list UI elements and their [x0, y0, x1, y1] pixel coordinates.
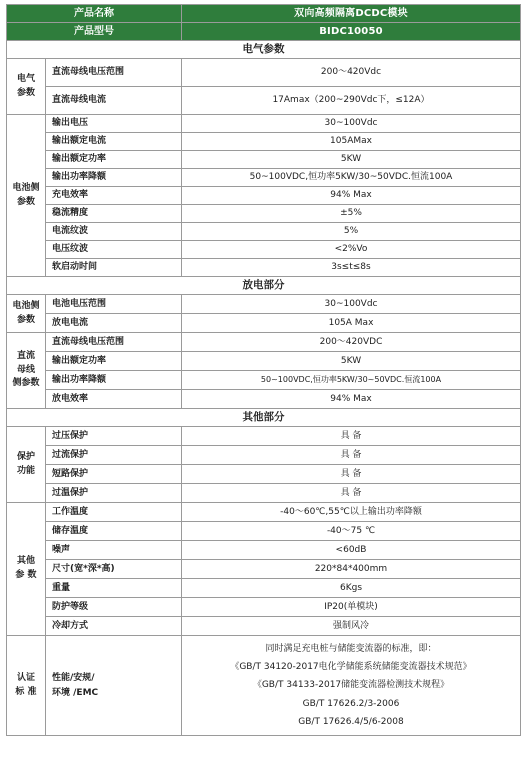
- table-row: [7, 560, 521, 579]
- section-electrical: [7, 41, 521, 59]
- table-row: [7, 223, 521, 241]
- section-title: 放电部分: [7, 277, 521, 295]
- table-row: [7, 115, 521, 133]
- param-value: 105A Max: [182, 314, 521, 333]
- table-row: [7, 598, 521, 617]
- group-label: 其他 参 数: [7, 503, 46, 636]
- param-label: 输出额定电流: [46, 133, 182, 151]
- group-label: 电池侧 参数: [7, 115, 46, 277]
- table-row: [7, 352, 521, 371]
- product-name-value: 双向高频隔离DCDC模块: [182, 5, 521, 23]
- section-title: 其他部分: [7, 409, 521, 427]
- section-discharge: [7, 277, 521, 295]
- table-row: [7, 187, 521, 205]
- param-value: 200～420Vdc: [182, 59, 521, 87]
- table-row: [7, 333, 521, 352]
- cert-lines: [182, 636, 521, 736]
- param-value: 94% Max: [182, 187, 521, 205]
- product-model-row: [7, 23, 521, 41]
- spec-sheet: [6, 4, 520, 736]
- param-value: 具 备: [182, 427, 521, 446]
- param-label: 储存温度: [46, 522, 182, 541]
- param-label: 直流母线电流: [46, 87, 182, 115]
- product-model-label: 产品型号: [7, 23, 182, 41]
- table-row: [7, 133, 521, 151]
- product-model-value: BIDC10050: [182, 23, 521, 41]
- param-value: -40～75 ℃: [182, 522, 521, 541]
- param-value: 30~100Vdc: [182, 115, 521, 133]
- param-label: 输出电压: [46, 115, 182, 133]
- table-row: [7, 503, 521, 522]
- group-label: 保护 功能: [7, 427, 46, 503]
- param-label: 冷却方式: [46, 617, 182, 636]
- param-value: 200～420VDC: [182, 333, 521, 352]
- cert-row: [7, 636, 521, 736]
- param-value: <2%Vo: [182, 241, 521, 259]
- table-row: [7, 371, 521, 390]
- param-value: 强制风冷: [182, 617, 521, 636]
- table-row: [7, 314, 521, 333]
- table-row: [7, 205, 521, 223]
- table-row: [7, 484, 521, 503]
- spec-table: [6, 4, 521, 736]
- param-label: 重量: [46, 579, 182, 598]
- param-value: 3s≤t≤8s: [182, 259, 521, 277]
- param-label: 放电效率: [46, 390, 182, 409]
- param-value: ±5%: [182, 205, 521, 223]
- param-value: 具 备: [182, 465, 521, 484]
- param-value: 5%: [182, 223, 521, 241]
- table-row: [7, 541, 521, 560]
- group-label: 电气 参数: [7, 59, 46, 115]
- param-value: 50~100VDC,恒功率5KW/30~50VDC.恒流100A: [182, 169, 521, 187]
- table-row: [7, 446, 521, 465]
- param-value: 94% Max: [182, 390, 521, 409]
- param-label: 防护等级: [46, 598, 182, 617]
- param-value: -40～60℃,55℃以上输出功率降额: [182, 503, 521, 522]
- table-row: [7, 522, 521, 541]
- param-label: 短路保护: [46, 465, 182, 484]
- table-row: [7, 579, 521, 598]
- param-label: 过压保护: [46, 427, 182, 446]
- param-value: 5KW: [182, 352, 521, 371]
- param-label: 电压纹波: [46, 241, 182, 259]
- param-value: 220*84*400mm: [182, 560, 521, 579]
- param-value: 30~100Vdc: [182, 295, 521, 314]
- param-label: 输出功率降额: [46, 169, 182, 187]
- param-label: 过温保护: [46, 484, 182, 503]
- param-label: 稳流精度: [46, 205, 182, 223]
- group-label: 认证 标 准: [7, 636, 46, 736]
- param-value: 17Amax（200~290Vdc下，≤12A）: [182, 87, 521, 115]
- table-row: [7, 390, 521, 409]
- param-label: 过流保护: [46, 446, 182, 465]
- param-value: <60dB: [182, 541, 521, 560]
- table-row: [7, 169, 521, 187]
- table-row: [7, 295, 521, 314]
- product-name-row: [7, 5, 521, 23]
- param-value: 5KW: [182, 151, 521, 169]
- param-value: 50~100VDC,恒功率5KW/30~50VDC.恒流100A: [182, 371, 521, 390]
- param-value: 具 备: [182, 446, 521, 465]
- param-label: 软启动时间: [46, 259, 182, 277]
- table-row: [7, 59, 521, 87]
- param-label: 工作温度: [46, 503, 182, 522]
- param-value: 6Kgs: [182, 579, 521, 598]
- param-label: 输出额定功率: [46, 151, 182, 169]
- table-row: [7, 151, 521, 169]
- cert-line: GB/T 17626.4/5/6-2008: [298, 716, 404, 727]
- param-value: 105AMax: [182, 133, 521, 151]
- table-row: [7, 241, 521, 259]
- param-label: 充电效率: [46, 187, 182, 205]
- param-value: 具 备: [182, 484, 521, 503]
- group-label: 电池侧 参数: [7, 295, 46, 333]
- table-row: [7, 427, 521, 446]
- table-row: [7, 87, 521, 115]
- cert-line: GB/T 17626.2/3-2006: [302, 698, 400, 709]
- cert-line: 《GB/T 34120-2017电化学储能系统储能变流器技术规范》: [230, 662, 472, 673]
- param-label: 输出额定功率: [46, 352, 182, 371]
- cert-line: 《GB/T 34133-2017储能变流器检测技术规程》: [252, 680, 450, 691]
- param-label: 直流母线电压范围: [46, 59, 182, 87]
- table-row: [7, 465, 521, 484]
- product-name-label: 产品名称: [7, 5, 182, 23]
- param-label: 电流纹波: [46, 223, 182, 241]
- cert-label: 性能/安规/ 环境 /EMC: [46, 636, 182, 736]
- param-label: 直流母线电压范围: [46, 333, 182, 352]
- group-label: 直流 母线 侧参数: [7, 333, 46, 409]
- param-label: 尺寸(宽*深*高): [46, 560, 182, 579]
- param-label: 放电电流: [46, 314, 182, 333]
- param-label: 电池电压范围: [46, 295, 182, 314]
- table-row: [7, 617, 521, 636]
- table-row: [7, 259, 521, 277]
- param-label: 输出功率降额: [46, 371, 182, 390]
- param-label: 噪声: [46, 541, 182, 560]
- param-value: IP20(单模块): [182, 598, 521, 617]
- section-other: [7, 409, 521, 427]
- cert-line: 同时满足充电桩与储能变流器的标准，即：: [265, 644, 437, 654]
- section-title: 电气参数: [7, 41, 521, 59]
